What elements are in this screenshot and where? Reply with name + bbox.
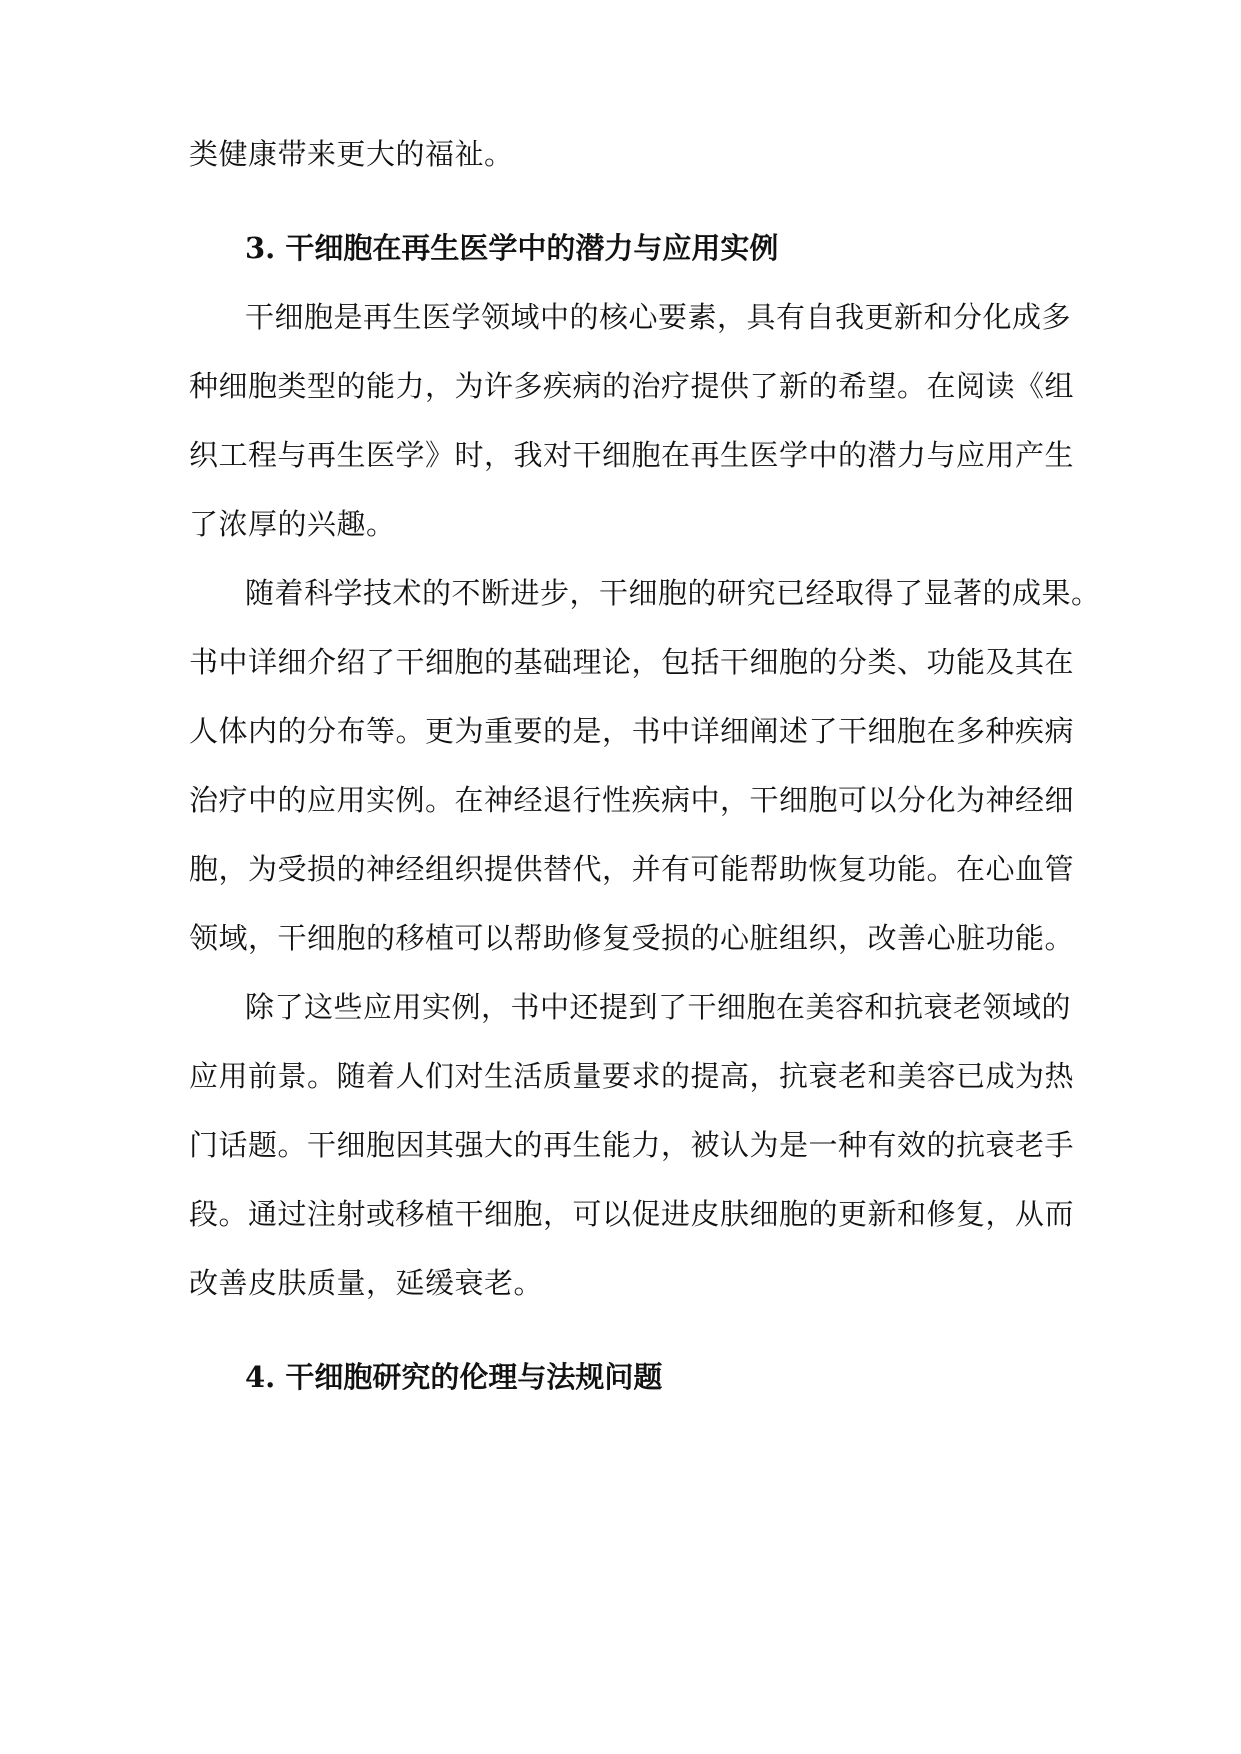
paragraph-line: 门话题。干细胞因其强大的再生能力，被认为是一种有效的抗衰老手 xyxy=(189,1128,1075,1162)
paragraph-line: 段。通过注射或移植干细胞，可以促进皮肤细胞的更新和修复，从而 xyxy=(189,1197,1075,1231)
paragraph-line: 领域，干细胞的移植可以帮助修复受损的心脏组织，改善心脏功能。 xyxy=(189,921,1075,955)
paragraph-line: 书中详细介绍了干细胞的基础理论，包括干细胞的分类、功能及其在 xyxy=(189,645,1075,679)
paragraph-line: 治疗中的应用实例。在神经退行性疾病中，干细胞可以分化为神经细 xyxy=(189,783,1075,817)
paragraph-line: 除了这些应用实例，书中还提到了干细胞在美容和抗衰老领域的 xyxy=(245,990,1072,1024)
paragraph-line: 随着科学技术的不断进步，干细胞的研究已经取得了显著的成果。 xyxy=(245,576,1101,610)
continuation-text: 类健康带来更大的福祉。 xyxy=(189,137,514,171)
paragraph-line: 织工程与再生医学》时，我对干细胞在再生医学中的潜力与应用产生 xyxy=(189,438,1075,472)
paragraph-line: 人体内的分布等。更为重要的是，书中详细阐述了干细胞在多种疾病 xyxy=(189,714,1075,748)
section-4-heading: 4. 干细胞研究的伦理与法规问题 xyxy=(245,1360,663,1394)
paragraph-line: 种细胞类型的能力，为许多疾病的治疗提供了新的希望。在阅读《组 xyxy=(189,369,1075,403)
paragraph-line: 了浓厚的兴趣。 xyxy=(189,507,396,541)
section-3-heading: 3. 干细胞在再生医学中的潜力与应用实例 xyxy=(245,231,779,265)
paragraph-line: 应用前景。随着人们对生活质量要求的提高，抗衰老和美容已成为热 xyxy=(189,1059,1075,1093)
paragraph-line: 胞，为受损的神经组织提供替代，并有可能帮助恢复功能。在心血管 xyxy=(189,852,1075,886)
paragraph-line: 干细胞是再生医学领域中的核心要素，具有自我更新和分化成多 xyxy=(245,300,1072,334)
paragraph-line: 改善皮肤质量，延缓衰老。 xyxy=(189,1266,544,1300)
